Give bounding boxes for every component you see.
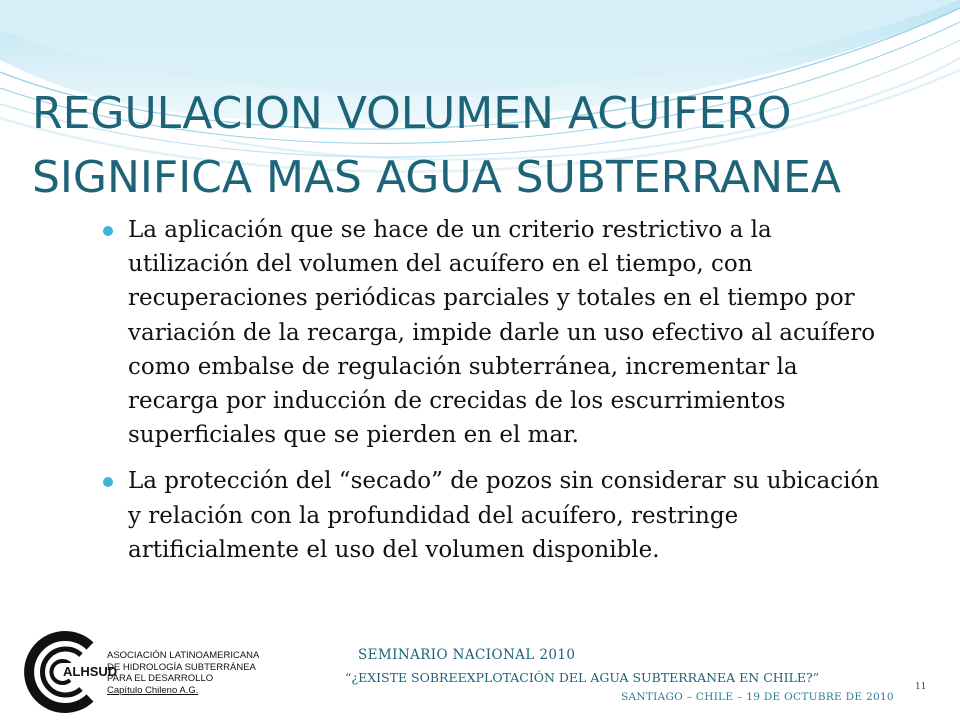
slide-number: 11 <box>915 682 927 692</box>
association-line: PARA EL DESARROLLO <box>107 673 214 685</box>
seminar-question: “¿EXISTE SOBREEXPLOTACIÓN DEL AGUA SUBTERRANEA EN CHILE?” <box>345 670 820 685</box>
title-line-2: SIGNIFICA MAS AGUA SUBTERRANEA <box>32 152 841 203</box>
slide-title <box>32 82 942 210</box>
title-line-1: REGULACION VOLUMEN ACUIFERO <box>32 88 792 139</box>
alhsud-logo <box>18 633 118 711</box>
bullet-item <box>103 213 893 452</box>
association-line: ASOCIACIÓN LATINOAMERICANA <box>107 650 260 661</box>
association-block <box>107 650 259 697</box>
bullet-dot-icon <box>103 477 113 487</box>
seminar-date: SANTIAGO – CHILE – 19 DE OCTUBRE DE 2010 <box>621 691 894 703</box>
bullet-text: La protección del “secado” de pozos sin considerar su ubicación y relación con la profundidad del acuífero, restringe artificialmente el uso del volumen disponible. <box>128 468 880 563</box>
bullet-list <box>103 213 893 579</box>
association-chapter: Capítulo Chileno A.G. <box>107 685 199 697</box>
bullet-item <box>103 464 893 567</box>
bullet-dot-icon <box>103 226 113 236</box>
association-line: DE HIDROLOGÍA SUBTERRÁNEA <box>107 661 256 673</box>
seminar-name: SEMINARIO NACIONAL 2010 <box>358 647 576 663</box>
logo-text: ALHSUD <box>63 664 118 679</box>
bullet-text: La aplicación que se hace de un criterio restrictivo a la utilización del volumen del acuífero en el tiempo, con recuperaciones periódicas parciales y totales en el tiempo por variación de la recarga, impide darle un uso efectivo al acuífero como embalse de regulación subterránea, incrementar la recarga por inducción de crecidas de los escurrimientos superficiales que se pierden en el mar. <box>128 217 876 449</box>
